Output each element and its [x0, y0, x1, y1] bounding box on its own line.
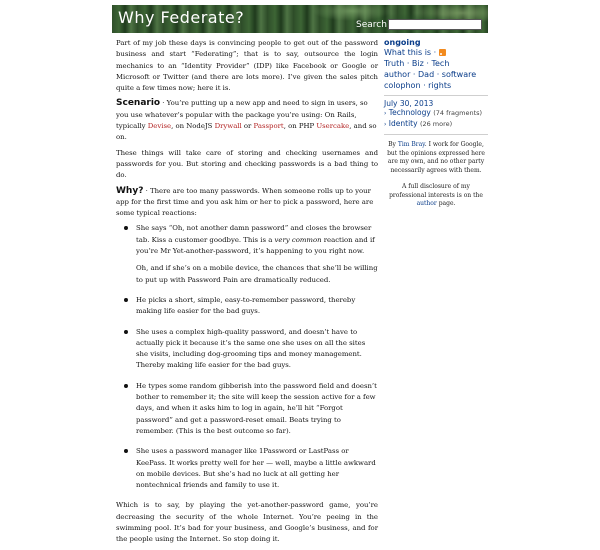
post-date: July 30, 2013	[384, 99, 434, 108]
scenario-heading: Scenario	[116, 98, 161, 109]
list-item: He types some random gibberish into the password field and doesn’t bother to remember it; the site will keep the session active for a few days, and when it asks him to log in again, he’ll hit “Forgot password” and get a password-reset email. Beats trying to remember. (This is the best outcome so far).	[136, 381, 378, 437]
dad-link[interactable]: Dad	[418, 70, 435, 79]
sidebar	[384, 38, 488, 217]
search-label: Search	[356, 20, 387, 30]
sidebar-nav-3: author · Dad · software	[384, 70, 477, 79]
bullet-icon	[124, 384, 128, 388]
author-name-link[interactable]: Tim Bray	[397, 141, 425, 148]
intro-paragraph: Part of my job these days is convincing people to get out of the password business and start “Federating”; that is to say, outsource the login mechanics to an “Identity Provider” (IDP) like Facebook or Google or Microsoft or Twitter (and there are lots more). I’ve given the sales pitch quite a few times now; here it is.	[116, 39, 378, 93]
tech-link[interactable]: Tech	[431, 59, 450, 68]
software-link[interactable]: software	[441, 70, 477, 79]
search-input[interactable]	[388, 19, 482, 30]
list-item: She says “Oh, not another damn password” and closes the browser tab. Kiss a customer goodbye. This is a very common reaction and if you’re Mr Yet-another-password, it’s happening to you right now. Oh, and if she’s on a mobile device, the chances that she’ll be willing to put up with Password Pain are dramatically reduced.	[136, 223, 378, 285]
bullet-icon	[124, 298, 128, 302]
category-identity-link[interactable]: Identity	[388, 119, 418, 128]
category-item: › Technology (74 fragments)	[384, 108, 483, 117]
passport-link[interactable]: Passport	[253, 122, 284, 131]
usercake-link[interactable]: Usercake	[316, 122, 350, 131]
what-this-is-link[interactable]: What this is	[384, 48, 432, 57]
biz-link[interactable]: Biz	[411, 59, 424, 68]
bullet-icon	[124, 449, 128, 453]
divider	[384, 134, 488, 135]
divider	[384, 95, 488, 96]
sidebar-ongoing: ongoing	[384, 38, 421, 47]
site-banner	[112, 5, 488, 33]
scenario-paragraph-2: These things will take care of storing and checking usernames and passwords for you. But storing and checking passwords is a bad thing to do.	[116, 148, 378, 180]
chevron-right-icon: ›	[384, 121, 387, 128]
why-heading: Why?	[116, 185, 144, 196]
bullet-icon	[124, 330, 128, 334]
drywall-link[interactable]: Drywall	[214, 122, 242, 131]
list-item: She uses a complex high-quality password, and doesn’t have to actually pick it because it’s the same one she uses on all the sites she visits, including dog-grooming tips and money management. Thereby making life easier for the bad guys.	[136, 327, 378, 372]
chevron-right-icon: ›	[384, 110, 387, 117]
sidebar-nav-4: colophon · rights	[384, 81, 452, 90]
reactions-list	[116, 223, 378, 491]
author-page-link[interactable]: author	[416, 200, 437, 207]
sidebar-nav-2: Truth · Biz · Tech	[384, 59, 450, 68]
rights-link[interactable]: rights	[428, 81, 452, 90]
colophon-link[interactable]: colophon	[384, 81, 421, 90]
sidebar-nav-1: What this is ·	[384, 47, 488, 58]
bullet-icon	[124, 226, 128, 230]
category-item: › Identity (26 more)	[384, 119, 453, 128]
list-item: She uses a password manager like 1Password or LastPass or KeePass. It works pretty well for her — well, maybe a little awkward on mobile devices. But she’s had no luck at all getting her nontechnical friends and family to use it.	[136, 446, 378, 491]
closing-paragraph: Which is to say, by playing the yet-another-password game, you’re decreasing the security of the whole Internet. You’re peeing in the swimming pool. It’s bad for your business, and Google’s business, and for the people using the Internet. So stop doing it.	[116, 501, 378, 544]
rss-feed-icon[interactable]	[439, 49, 446, 56]
category-technology-link[interactable]: Technology	[388, 108, 431, 117]
page-title: Why Federate?	[118, 8, 245, 27]
author-link[interactable]: author	[384, 70, 411, 79]
devise-link[interactable]: Devise	[147, 122, 172, 131]
list-item: He picks a short, simple, easy-to-remember password, thereby making life easier for the bad guys.	[136, 295, 378, 318]
article-body: Part of my job these days is convincing people to get out of the password business and start “Federating”; that is to say, outsource the login mechanics to an “Identity Provider” (IDP) like Facebook or Google or Microsoft or Twitter (and there are lots more). I’ve given the sales pitch quite a few times now; here it is. Scenario · You’re putting up a new app and need to sign in users, so you use whatever’s popular with the package you’re using: On Rails, typically Devise, on NodeJS Drywall or Passport, on PHP Usercake, and so on. These things will take care of storing and checking usernames and passwords for you. But storing and checking passwords is a bad thing to do. Why? · There are too many passwords. When someone rolls up to your app for the first time and you ask him or her to pick a password, here are some typical reactions: She says “Oh, not another damn password” and closes the browser tab. Kiss a customer goodbye. This is a very common reaction and if you’re Mr Yet-another-password, it’s happening to you right now. Oh, and if she’s on a mobile device, the chances that she’ll be willing to put up with Password Pain are dramatically reduced. He picks a short, simple, easy-to-remember password, thereby making life easier for the bad guys. She uses a complex high-quality password, and doesn’t have to actually pick it because it’s the same one she uses on all the sites she visits, including dog-grooming tips and money management. Thereby making life easier for the bad guys. He types some random gibberish into the password field and doesn’t bother to remember it; the site will keep the session active for a few days, and when it asks him to log in again, he’ll hit “Forgot password” and get a password-reset email. Beats trying to remember. (This is the best outcome so far). She uses a password manager like 1Password or LastPass or KeePass. It works pretty well for her — well, maybe a little awkward on mobile devices. But she’s had no luck at all getting her nontechnical friends and family to use it. Which is to say, by playing the yet-another-password game, you’re decreasing the security of the whole Internet. You’re peeing in the swimming pool. It’s bad for your business, and Google’s business, and for the people using the Internet. So stop doing it.	[116, 38, 378, 550]
truth-link[interactable]: Truth	[384, 59, 405, 68]
author-byline: By Tim Bray. I work for Google, but the opinions expressed here are my own, and no other party necessarily agrees with them. A full disclosure of my professional interests is on the author page.	[387, 141, 485, 207]
